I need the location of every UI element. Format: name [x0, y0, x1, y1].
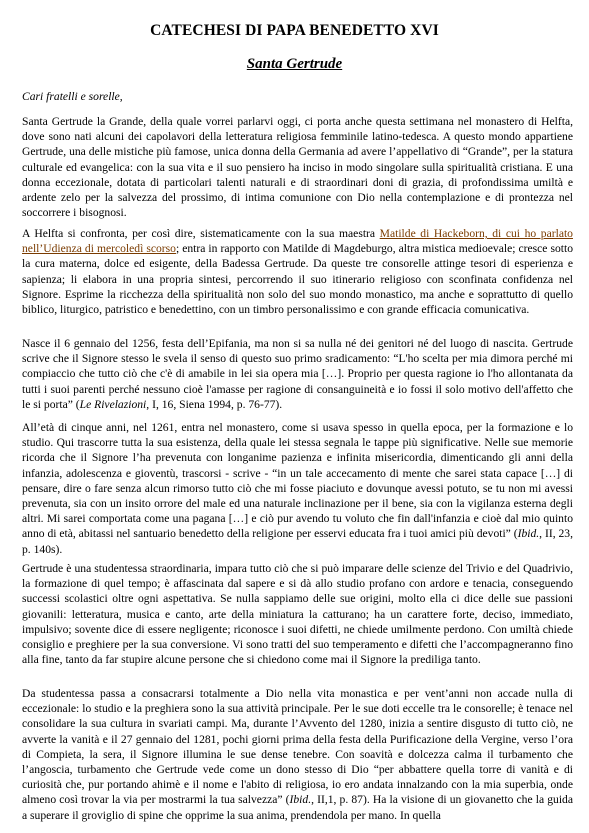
paragraph-1 — [22, 114, 573, 220]
document-title: CATECHESI DI PAPA BENEDETTO XVI — [150, 22, 439, 39]
paragraph-6-text-start: Da studentessa passa a consacrarsi totalmente a Dio nella vita monastica e per vent’anni non accade nulla di eccezionale: lo studio e la preghiera sono la sua attività principale. Per le sue doti eccelle tra le consorelle; è tenace nel consolidare la sua cultura in svariati campi. Ma, durante l’Avvento del 1280, inizia a sentire disgusto di tutto ciò, ne avverte la vanità e il 27 gennaio del 1281, pochi giorni prima della festa della Purificazione della Vergine, verso l’ora di Compieta, la sera, il Signore illumina le sue dense tenebre. Con soavità e dolcezza calma il turbamento che l’angoscia, turbamento che Gertrude vede come un dono stesso di Dio “per abbattere quella torre di vanità e di curiosità che, pur portando ahimè e il nome e l'abito di religiosa, io ero andata innalzando con la mia superbia, onde almeno così trovar la via per mostrarmi la tua salvezza” ( — [22, 687, 573, 807]
paragraph-4-text-end: , II, 23, p. 140s). — [22, 527, 573, 556]
paragraph-4-text-start: All’età di cinque anni, nel 1261, entra nel monastero, come si usava spesso in quella epoca, per la formazione e lo studio. Qui trascorre tutta la sua esistenza, della quale lei stessa segnala le tappe più significative. Nelle sue memorie ricorda che il Signore l’ha prevenuta con longanime pazienza e infinita misericordia, dimenticando gli anni della infanzia, adolescenza e gioventù, trascorsi - scrive - “in un tale accecamento di mente che sarei stata capace […] di pensare, dire o fare senza alcun rimorso tutto ciò che mi fosse piaciuto e dovunque avessi potuto, se tu non mi avessi prevenuta, sia con un insito orrore del male ed una naturale inclinazione per il bene, sia con la vigilanza esterna degli altri. Mi sarei comportata come una pagana […] e ciò pur avendo tu voluto che fin dall'infanzia e cioè dal mio quinto anno di età, abitassi nel santuario benedetto della religione per esservi educata fra i tuoi amici più devoti” ( — [22, 421, 573, 541]
paragraph-5 — [22, 561, 573, 667]
udienza-link[interactable]: Matilde di Hackeborn, di cui ho parlato nell’Udienza di mercoledì scorso — [22, 227, 573, 256]
citation-ibid: Ibid. — [517, 527, 540, 541]
paragraph-2-text-start: A Helfta si confronta, per così dire, sistematicamente con la sua maestra — [22, 227, 380, 240]
citation-title: Le Rivelazioni — [79, 397, 147, 411]
paragraph-3 — [22, 336, 573, 412]
paragraph-3-text-start: Nasce il 6 gennaio del 1256, festa dell’Epifania, ma non si sa nulla né dei genitori né del luogo di nascita. Gertrude scrive che il Signore stesso le svela il senso di questo suo primo sradicamento: “L'ho scelta per mia dimora perché mi compiaccio che tutto ciò che c'è di amabile in lei sia opera mia […]. Proprio per questa ragione io l'ho allontanata da tutti i suoi parenti perché nessuno cioè l'amasse per ragione di consanguineità e io fossi il solo motivo dell'affetto che le si porta” ( — [22, 337, 573, 411]
paragraph-2-text-end: ; entra in rapporto con Matilde di Magdeburgo, altra mistica medioevale; cresce sotto la cura materna, dolce ed esigente, della Badessa Gertrude. Da queste tre consorelle attinge tesori di esperienza e sapienza; li elabora in una propria sintesi, percorrendo il suo itinerario religioso con sconfinata confidenza nel Signore. Esprime la ricchezza della spiritualità non solo del suo mondo monastico, ma anche e soprattutto di quello biblico, liturgico, patristico e benedettino, con un timbro personalissimo e con grande efficacia comunicativa. — [22, 242, 573, 317]
paragraph-6 — [22, 686, 573, 823]
paragraph-1-text: Santa Gertrude la Grande, della quale vorrei parlarvi oggi, ci porta anche questa settimana nel monastero di Helfta, dove sono nati alcuni dei capolavori della letteratura religiosa femminile latino-tedesca. A questo mondo appartiene Gertrude, una delle mistiche più famose, unica donna della Germania ad avere l’appellativo di “Grande”, per la statura culturale ed evangelica: con la sua vita e il suo pensiero ha inciso in modo singolare sulla spiritualità cristiana. E una donna eccezionale, dotata di particolari talenti naturali e di straordinari doni di grazia, di profondissima umiltà e ardente zelo per la salvezza del prossimo, di intima comunione con Dio nella contemplazione e di prontezza nel soccorrere i bisognosi. — [22, 115, 573, 220]
document-subtitle: Santa Gertrude — [246, 56, 343, 72]
paragraph-2 — [22, 226, 573, 317]
paragraph-5-text: Gertrude è una studentessa straordinaria, impara tutto ciò che si può imparare delle scienze del Trivio e del Quadrivio, la formazione di quel tempo; è affascinata dal sapere e si dà allo studio profano con ardore e tenacia, conseguendo successi scolastici oltre ogni aspettativa. Se nulla sappiamo delle sue origini, molto ella ci dice delle sue passioni giovanili: letteratura, musica e canto, arte della miniatura la catturano; ha un carattere forte, deciso, immediato, impulsivo; sovente dice di essere negligente; riconosce i suoi difetti, ne chiede umilmente perdono. Con umiltà chiede consiglio e preghiere per la sua conversione. Vi sono tratti del suo temperamento e difetti che l’accompagneranno fino alla fine, tanto da far stupire alcune persone che si chiedono come mai il Signore la prediliga tanto. — [22, 562, 573, 667]
paragraph-3-text-end: , I, 16, Siena 1994, p. 76-77). — [146, 397, 283, 411]
citation-ibid-2: Ibid. — [289, 793, 312, 807]
paragraph-6-text-end: , II,1, p. 87). Ha la visione di un giovanetto che la guida a superare il groviglio di spine che opprime la sua anima, prendendola per mano. In quella — [22, 793, 573, 822]
greeting: Cari fratelli e sorelle, — [22, 90, 123, 103]
paragraph-4 — [22, 420, 573, 557]
